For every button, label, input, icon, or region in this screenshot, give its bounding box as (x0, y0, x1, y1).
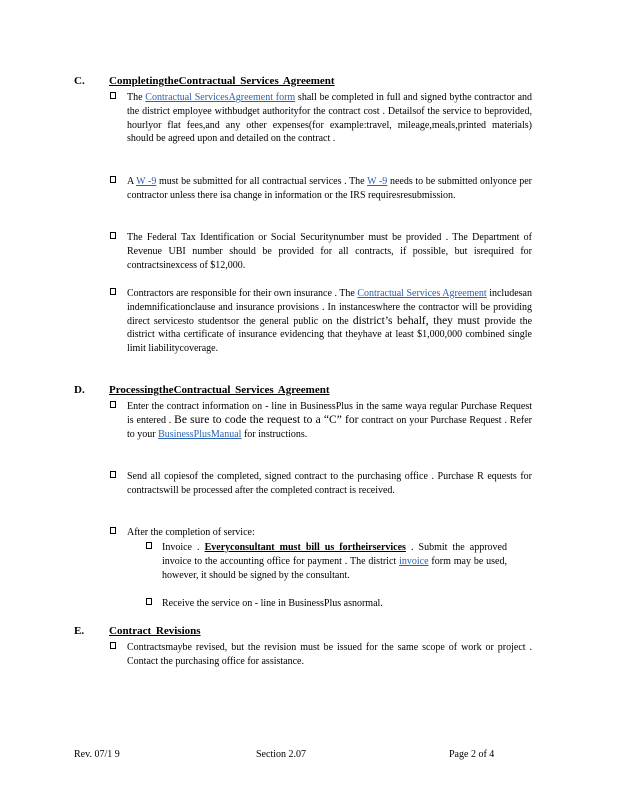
footer-revision: Rev. 07/1 9 (74, 749, 120, 760)
bullet-icon (110, 232, 116, 239)
item-text: Send all copiesof the completed, signed contract to the purchasing office . Purchase R equests for contractswill be processed after the completed contract is received. (127, 471, 532, 496)
contract-agreement-link[interactable]: Contractual Services Agreement (357, 288, 487, 299)
bullet-icon (110, 471, 116, 478)
item-text: Receive the service on - line in BusinessPlus asnormal. (162, 598, 383, 609)
item-text: Invoice . Everyconsultant must bill us fortheirservices . Submit the approved invoice to the accounting office for payment . The district invoice form may be used, however, it should be signed by the consultant. (162, 542, 507, 581)
section-heading: CompletingtheContractual Services Agreement (109, 75, 335, 87)
item-text: The Federal Tax Identification or Social Securitynumber must be provided . The Department of Revenue UBI number should be provided for all contracts, if possible, but isrequired for contractsinexcess of $12,000. (127, 232, 532, 271)
bullet-icon (110, 92, 116, 99)
item-text: Contractsmaybe revised, but the revision must be issued for the same scope of work or project . Contact the purchasing office for assistance. (127, 642, 532, 667)
bullet-icon (110, 642, 116, 649)
bullet-icon (110, 527, 116, 534)
section-letter: D. (74, 384, 85, 396)
bullet-icon (110, 288, 116, 295)
w9-link-2[interactable]: W -9 (367, 176, 388, 187)
bullet-icon (146, 542, 152, 549)
footer-page-number: Page 2 of 4 (449, 749, 495, 760)
footer-section: Section 2.07 (256, 749, 306, 760)
section-letter: C. (74, 75, 85, 87)
bullet-icon (110, 176, 116, 183)
section-heading: ProcessingtheContractual Services Agreement (109, 384, 330, 396)
item-text: Contractors are responsible for their own insurance . The Contractual Services Agreement includesan indemnificationclause and insurance provisions . In instanceswhere the contractor will be providing direct servicesto studentsor the general public on the district’s behalf, they must provide the district witha certificate of insurance evidencing that theyhave at least $1,000,000 combined single limit liabilitycoverage. (127, 288, 533, 355)
invoice-link[interactable]: invoice (399, 555, 429, 567)
bullet-icon (146, 598, 152, 605)
w9-link[interactable]: W -9 (136, 176, 157, 187)
businessplus-manual-link[interactable]: BusinessPlusManual (158, 428, 242, 440)
section-heading: Contract Revisions (109, 625, 201, 637)
item-text: Enter the contract information on - line in BusinessPlus in the same waya regular Purchase Request is entered . Be sure to code the request to a “C” for contract on your Purchase Request . Refer to your BusinessPlusManual for instructions. (127, 401, 533, 440)
bullet-icon (110, 401, 116, 408)
contract-form-link[interactable]: Contractual ServicesAgreement form (145, 92, 296, 103)
item-text: A W -9 must be submitted for all contractual services . The W -9 needs to be submitted onlyonce per contractor unless there isa change in information or the IRS requiresresubmission. (127, 176, 533, 201)
item-text: The Contractual ServicesAgreement form shall be completed in full and signed bythe contractor and the district employee withbudget authorityfor the contract cost . Detailsof the service to beprovided, hourlyor flat fees,and any other expenses(for example:travel, mileage,meals,printed materials) should be agreed upon and detailed on the contract . (127, 92, 533, 145)
section-letter: E. (74, 625, 85, 637)
item-text: After the completion of service: (127, 527, 255, 538)
